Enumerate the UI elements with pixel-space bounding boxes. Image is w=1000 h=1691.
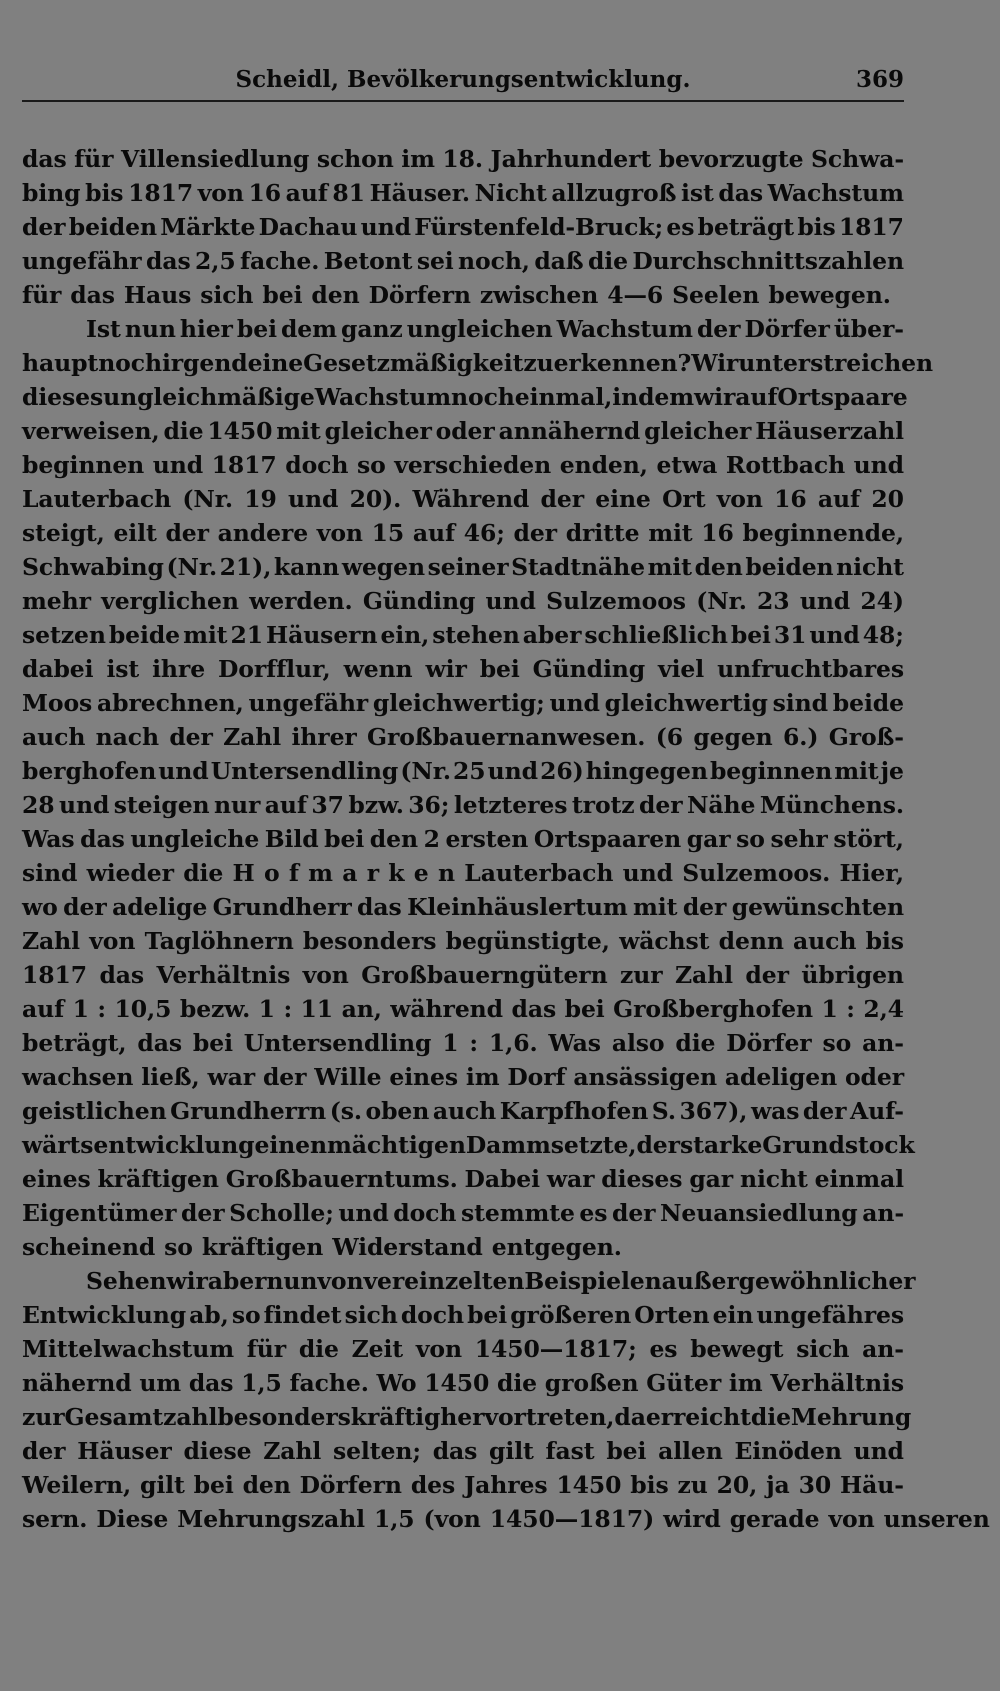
text-line: Lauterbach (Nr. 19 und 20). Während der eine Ort von 16 auf 20 bbox=[22, 485, 904, 513]
text-line: wo der adelige Grundherr das Kleinhäuslertum mit der gewünschten bbox=[22, 893, 904, 921]
text-line: zur Gesamtzahl besonders kräftig hervortreten, da erreicht die Mehrung bbox=[22, 1403, 912, 1431]
paragraph bbox=[22, 142, 904, 312]
text-line: scheinend so kräftigen Widerstand entgegen. bbox=[22, 1233, 622, 1261]
text-line: Moos abrechnen, ungefähr gleichwertig; und gleichwertig sind beide bbox=[22, 689, 904, 717]
header-title: Scheidl, Bevölkerungsentwicklung. bbox=[235, 66, 691, 93]
text-line: Zahl von Taglöhnern besonders begünstigte, wächst denn auch bis bbox=[22, 927, 904, 955]
text-line: steigt, eilt der andere von 15 auf 46; der dritte mit 16 beginnende, bbox=[22, 519, 904, 547]
text-line: das für Villensiedlung schon im 18. Jahrhundert bevorzugte Schwa- bbox=[22, 145, 904, 173]
text-line: wärtsentwicklung einen mächtigen Damm setzte, der starke Grundstock bbox=[22, 1131, 915, 1159]
text-line: Eigentümer der Scholle; und doch stemmte es der Neuansiedlung an- bbox=[22, 1199, 904, 1227]
text-line: sern. Diese Mehrungszahl 1,5 (von 1450—1817) wird gerade von unseren bbox=[22, 1505, 990, 1533]
text-line: Sehen wir aber nun von vereinzelten Beispielen außergewöhnlicher bbox=[86, 1267, 916, 1295]
text-line: eines kräftigen Großbauerntums. Dabei war dieses gar nicht einmal bbox=[22, 1165, 904, 1193]
text-line: dieses ungleichmäßige Wachstum nocheinmal, indem wir auf Ortspaare bbox=[22, 383, 908, 411]
text-line: Ist nun hier bei dem ganz ungleichen Wachstum der Dörfer über- bbox=[86, 315, 904, 343]
text-line: haupt noch irgend eine Gesetzmäßigkeit zu erkennen? Wir unterstreichen bbox=[22, 349, 933, 377]
text-line: geistlichen Grundherrn (s. oben auch Karpfhofen S. 367), was der Auf- bbox=[22, 1097, 904, 1125]
text-line: der beiden Märkte Dachau und Fürstenfeld-Bruck; es beträgt bis 1817 bbox=[22, 213, 904, 241]
text-line: 28 und steigen nur auf 37 bzw. 36; letzteres trotz der Nähe Münchens. bbox=[22, 791, 904, 819]
text-line: verweisen, die 1450 mit gleicher oder annähernd gleicher Häuserzahl bbox=[22, 417, 904, 445]
text-line: nähernd um das 1,5 fache. Wo 1450 die großen Güter im Verhältnis bbox=[22, 1369, 904, 1397]
text-line: bing bis 1817 von 16 auf 81 Häuser. Nicht allzugroß ist das Wachstum bbox=[22, 179, 904, 207]
text-line: Weilern, gilt bei den Dörfern des Jahres 1450 bis zu 20, ja 30 Häu- bbox=[22, 1471, 904, 1499]
text-line: mehr verglichen werden. Günding und Sulzemoos (Nr. 23 und 24) bbox=[22, 587, 904, 615]
text-line: 1817 das Verhältnis von Großbauerngütern zur Zahl der übrigen bbox=[22, 961, 904, 989]
text-line: Mittelwachstum für die Zeit von 1450—1817; es bewegt sich an- bbox=[22, 1335, 904, 1363]
text-line: beträgt, das bei Untersendling 1 : 1,6. Was also die Dörfer so an- bbox=[22, 1029, 904, 1057]
text-line: Schwabing (Nr. 21), kann wegen seiner Stadtnähe mit den beiden nicht bbox=[22, 553, 904, 581]
text-line: auf 1 : 10,5 bezw. 1 : 11 an, während das bei Großberghofen 1 : 2,4 bbox=[22, 995, 904, 1023]
page-number: 369 bbox=[855, 66, 904, 93]
text-line: beginnen und 1817 doch so verschieden enden, etwa Rottbach und bbox=[22, 451, 904, 479]
text-line: berghofen und Untersendling (Nr. 25 und 26) hingegen beginnen mit je bbox=[22, 757, 904, 785]
text-line: Entwicklung ab, so findet sich doch bei größeren Orten ein ungefähres bbox=[22, 1301, 904, 1329]
text-line: setzen beide mit 21 Häusern ein, stehen aber schließlich bei 31 und 48; bbox=[22, 621, 904, 649]
text-line: Was das ungleiche Bild bei den 2 ersten Ortspaaren gar so sehr stört, bbox=[22, 825, 904, 853]
body-text bbox=[22, 142, 990, 1536]
text-line: ungefähr das 2,5 fache. Betont sei noch, daß die Durchschnittszahlen bbox=[22, 247, 904, 275]
text-line: auch nach der Zahl ihrer Großbauernanwesen. (6 gegen 6.) Groß- bbox=[22, 723, 904, 751]
paragraph bbox=[22, 1264, 990, 1536]
paragraph bbox=[22, 312, 933, 1264]
document-page bbox=[22, 62, 990, 1536]
running-header bbox=[22, 62, 904, 102]
text-line: sind wieder die H o f m a r k e n Lauterbach und Sulzemoos. Hier, bbox=[22, 859, 904, 887]
text-line: der Häuser diese Zahl selten; das gilt fast bei allen Einöden und bbox=[22, 1437, 904, 1465]
text-line: wachsen ließ, war der Wille eines im Dorf ansässigen adeligen oder bbox=[22, 1063, 904, 1091]
text-line: dabei ist ihre Dorfflur, wenn wir bei Günding viel unfruchtbares bbox=[22, 655, 904, 683]
text-line: für das Haus sich bei den Dörfern zwischen 4—6 Seelen bewegen. bbox=[22, 281, 891, 309]
